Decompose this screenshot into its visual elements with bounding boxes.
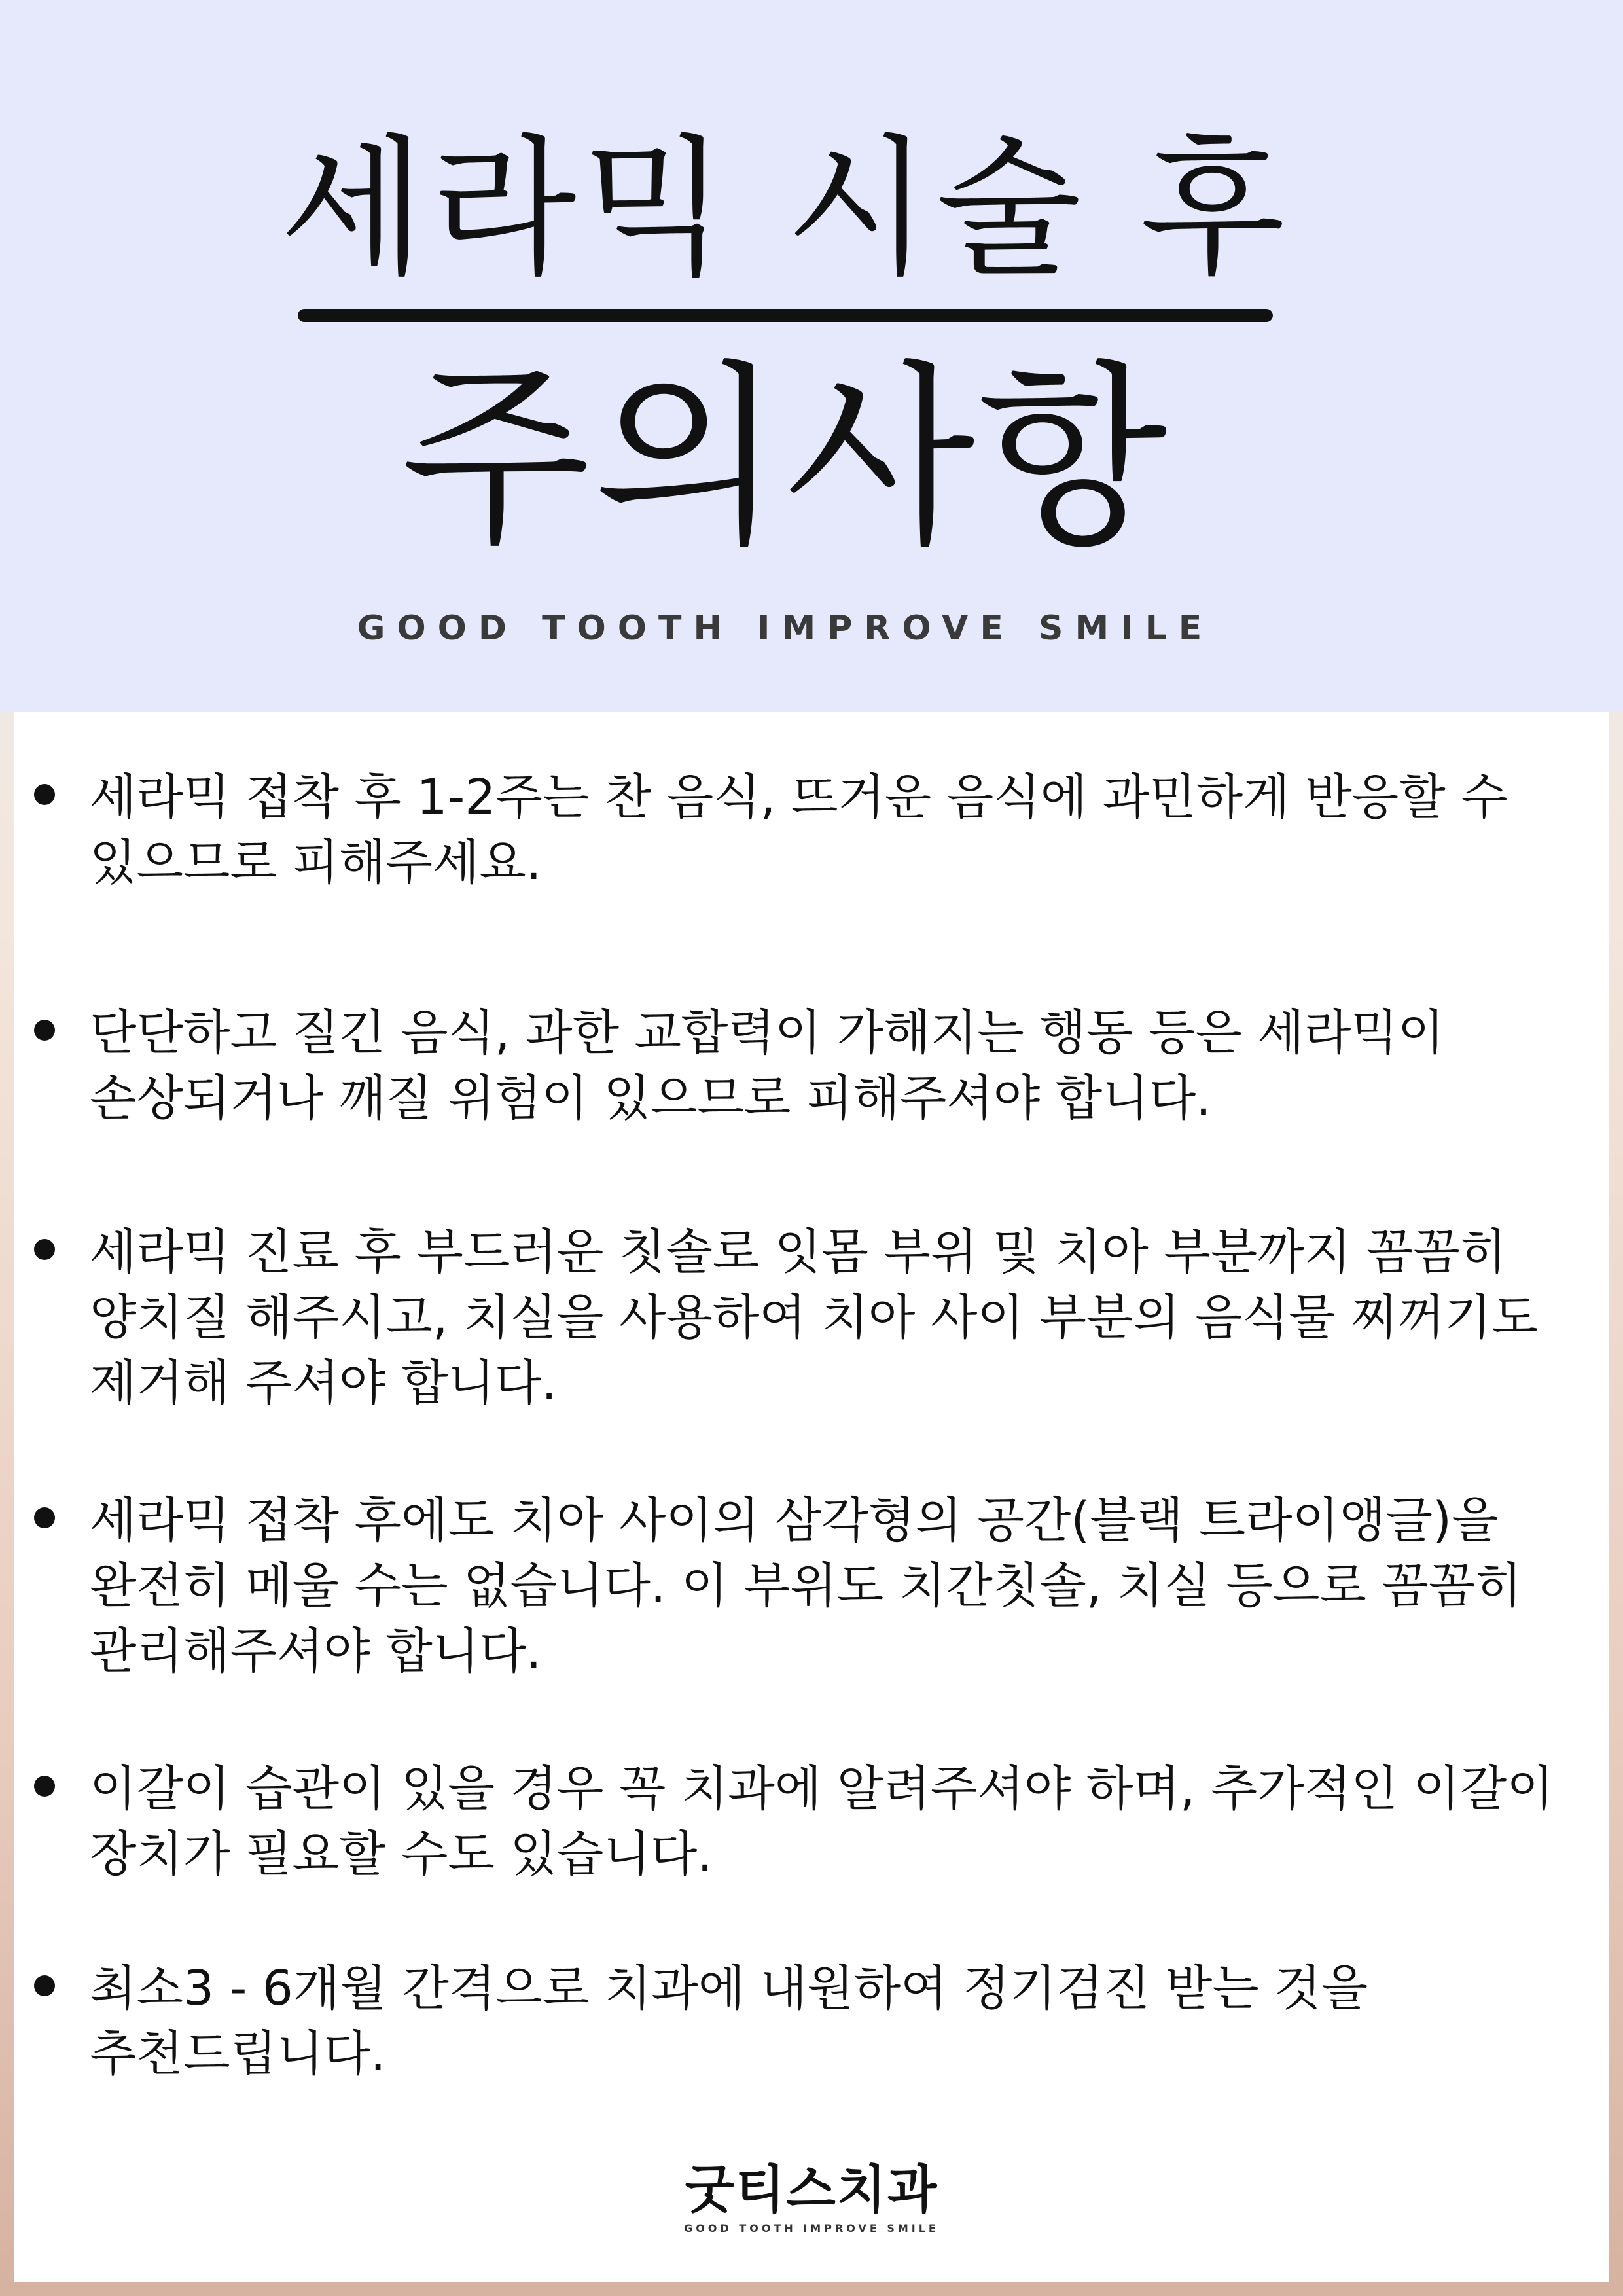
page-title-top: 세라믹 시술 후: [280, 122, 1291, 296]
bullet-icon: [34, 1020, 55, 1041]
title-divider: [298, 309, 1273, 322]
clinic-logo-name: 굿티스치과: [685, 2161, 938, 2219]
notice-text: 최소3 - 6개월 간격으로 치과에 내원하여 정기검진 받는 것을 추천드립니다.: [90, 1960, 1368, 2082]
clinic-logo-tagline: GOOD TOOTH IMPROVE SMILE: [684, 2222, 939, 2234]
bullet-icon: [34, 1776, 55, 1797]
notice-text: 단단하고 질긴 음식, 과한 교합력이 가해지는 행동 등은 세라믹이 손상되거나 깨질 위험이 있으므로 피해주셔야 합니다.: [90, 1005, 1445, 1126]
page-title: 주의사항: [401, 344, 1170, 572]
notice-text: 이갈이 습관이 있을 경우 꼭 치과에 알려주셔야 하며, 추가적인 이갈이 장치가 필요할 수도 있습니다.: [90, 1761, 1554, 1882]
clinic-logo: [14, 2159, 1609, 2236]
notice-panel: [14, 712, 1609, 2282]
bullet-icon: [34, 1239, 55, 1260]
notice-text: 세라믹 접착 후에도 치아 사이의 삼각형의 공간(블랙 트라이앵글)을 완전히 메울 수는 없습니다. 이 부위도 치간칫솔, 치실 등으로 꼼꼼히 관리해주셔야 합니다.: [90, 1492, 1522, 1679]
notice-text: 세라믹 진료 후 부드러운 칫솔로 잇몸 부위 및 치아 부분까지 꼼꼼히 양치질 해주시고, 치실을 사용하여 치아 사이 부분의 음식물 찌꺼기도 제거해 주셔야 합니다.: [90, 1224, 1539, 1411]
bullet-icon: [34, 1975, 55, 1996]
bullet-icon: [34, 1507, 55, 1528]
notice-text: 세라믹 접착 후 1-2주는 찬 음식, 뜨거운 음식에 과민하게 반응할 수 있으므로 피해주세요.: [90, 769, 1508, 891]
header-banner: [0, 0, 1623, 712]
bullet-icon: [34, 784, 55, 805]
page-subtitle: GOOD TOOTH IMPROVE SMILE: [357, 609, 1214, 648]
